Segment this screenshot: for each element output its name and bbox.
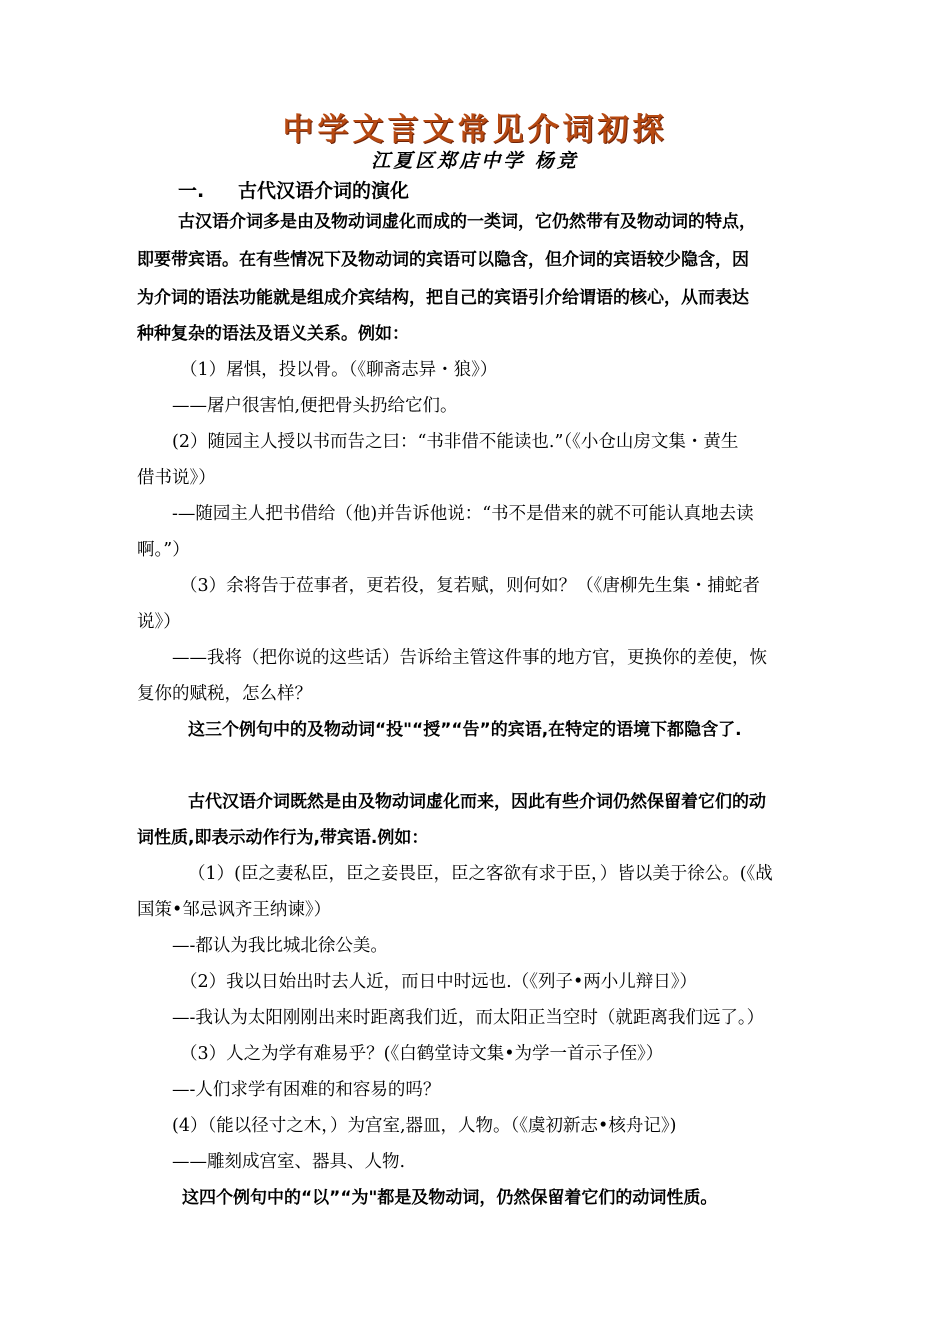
paragraph-line: 为介词的语法功能就是组成介宾结构，把自己的宾语引介给谓语的核心，从而表达 [137, 288, 749, 308]
translation-line: —-我认为太阳刚刚出来时距离我们近，而太阳正当空时（就距离我们远了。） [172, 1008, 765, 1028]
section-title: 古代汉语介词的演化 [238, 180, 410, 202]
translation-line: ——屠户很害怕,便把骨头扔给它们。 [172, 396, 458, 416]
doc-title: 中学文言文常见介词初探 [282, 112, 668, 148]
paragraph-line: 古代汉语介词既然是由及物动词虚化而来，因此有些介词仍然保留着它们的动 [188, 792, 766, 812]
paragraph-line: 词性质,即表示动作行为,带宾语.例如： [137, 828, 429, 848]
summary-line: 这三个例句中的及物动词“投"“授”“告”的宾语,在特定的语境下都隐含了. [188, 720, 742, 740]
example-line: 国策•邹忌讽齐王纳谏》） [137, 900, 332, 920]
translation-line: —-都认为我比城北徐公美。 [172, 936, 388, 956]
translation-line: 啊。”） [137, 540, 190, 560]
example-line: （3）余将告于莅事者，更若役，复若赋，则何如？（《唐柳先生集・捕蛇者 [180, 576, 760, 596]
translation-line: ——我将（把你说的这些话）告诉给主管这件事的地方官，更换你的差使，恢 [172, 648, 767, 668]
paragraph-line: 古汉语介词多是由及物动词虚化而成的一类词，它仍然带有及物动词的特点， [178, 212, 756, 232]
example-line: (2）随园主人授以书而告之曰：“书非借不能读也.”（《小仓山房文集・黄生 [172, 432, 739, 452]
translation-line: ——雕刻成宫室、器具、人物. [172, 1152, 406, 1172]
section-number: 一. [178, 180, 205, 202]
example-line: 说》） [137, 612, 181, 632]
summary-line: 这四个例句中的“以”“为"都是及物动词，仍然保留着它们的动词性质。 [182, 1188, 718, 1208]
paragraph-line: 即要带宾语。在有些情况下及物动词的宾语可以隐含，但介词的宾语较少隐含，因 [137, 250, 749, 270]
translation-line: 复你的赋税，怎么样？ [137, 684, 312, 704]
section-heading [178, 176, 409, 203]
example-line: （1）(臣之妻私臣，臣之妾畏臣，臣之客欲有求于臣，）皆以美于徐公。(《战 [188, 864, 773, 884]
example-line: (4）（能以径寸之木，）为宫室,器皿，人物。（《虞初新志•核舟记》) [172, 1116, 677, 1136]
example-line: （1）屠惧，投以骨。（《聊斋志异・狼》） [180, 360, 498, 380]
translation-line: —-人们求学有困难的和容易的吗？ [172, 1080, 441, 1100]
example-line: 借书说》） [137, 468, 216, 488]
example-line: （3）人之为学有难易乎？(《白鹤堂诗文集•为学一首示子侄》） [180, 1044, 664, 1064]
translation-line: -—随园主人把书借给（他)并告诉他说：“书不是借来的就不可能认真地去读 [172, 504, 754, 524]
paragraph-line: 种种复杂的语法及语义关系。例如： [137, 324, 409, 344]
doc-author: 江夏区郑店中学 杨竞 [371, 150, 579, 172]
example-line: （2）我以日始出时去人近，而日中时远也.（《列子•两小儿辩日》） [180, 972, 698, 992]
